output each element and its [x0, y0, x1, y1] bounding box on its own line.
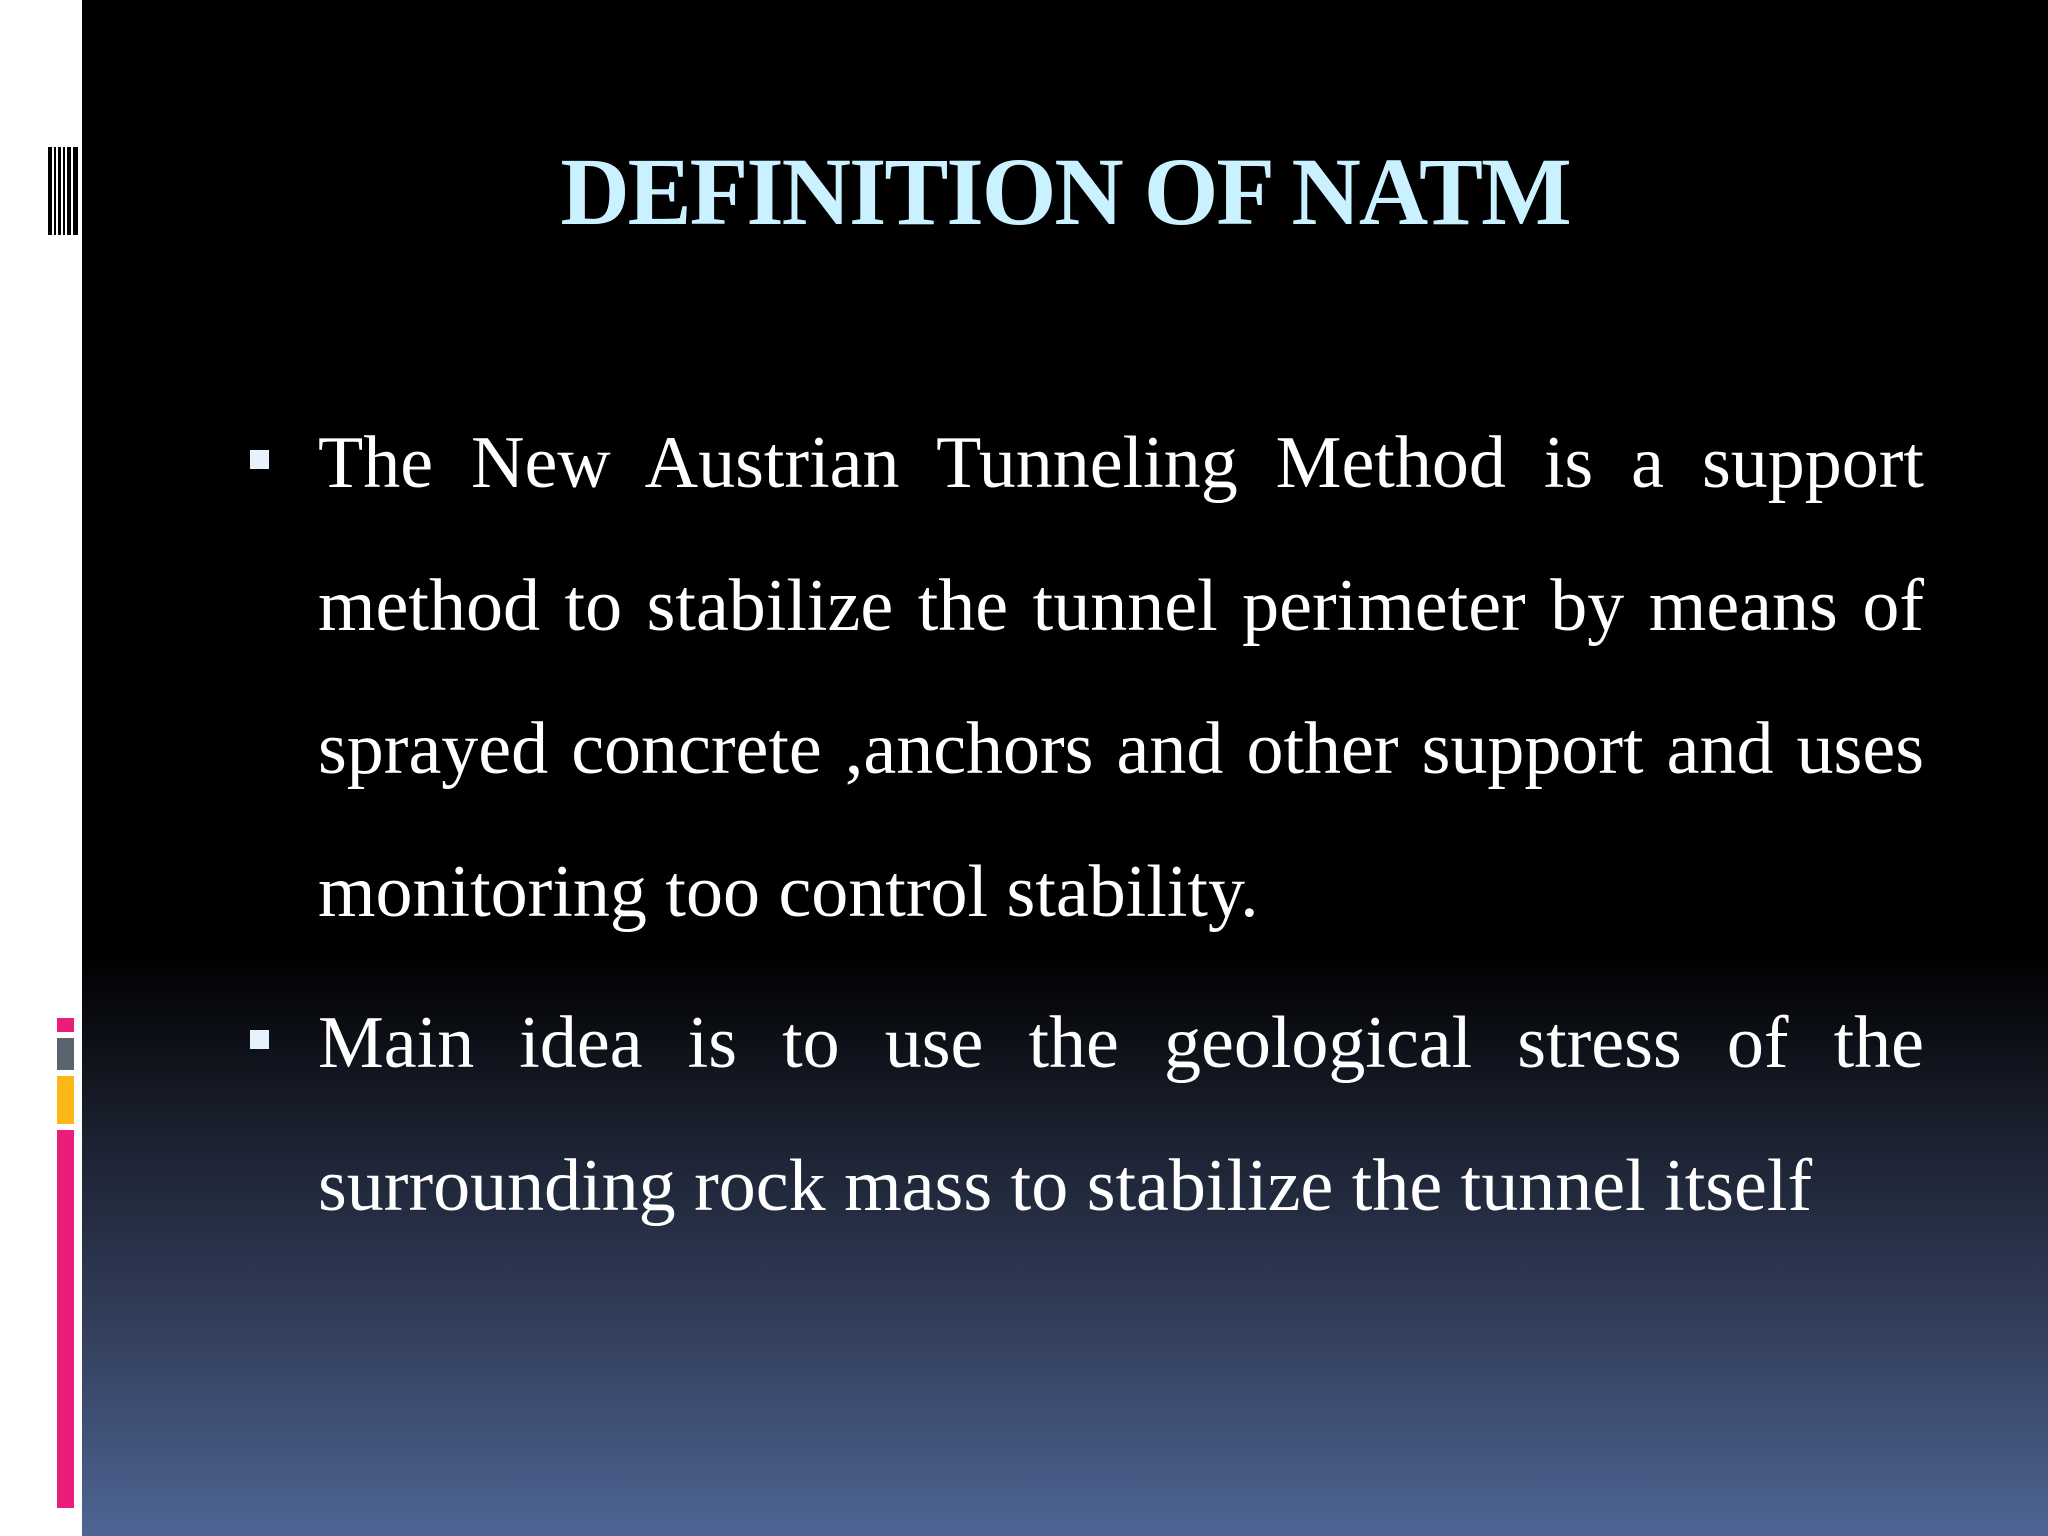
bullet-text: Main idea is to use the geological stress of the surrounding rock mass to stabilize the tunnel itself	[318, 1002, 1924, 1227]
accent-bar-gray	[57, 1038, 74, 1070]
accent-bar-pink-small	[57, 1018, 74, 1032]
square-bullet-icon	[250, 450, 269, 469]
bullet-list	[246, 392, 1924, 1266]
bullet-item	[246, 972, 1924, 1258]
slide-title: DEFINITION OF NATM	[560, 138, 1570, 245]
side-strip	[0, 0, 82, 1536]
accent-bar-orange	[57, 1076, 74, 1124]
square-bullet-icon	[250, 1030, 269, 1049]
accent-bar-pink	[57, 1130, 74, 1508]
barcode-icon	[48, 147, 78, 235]
bullet-item	[246, 392, 1924, 964]
bullet-text: The New Austrian Tunneling Method is a support method to stabilize the tunnel perimeter by means of sprayed concrete ,anchors and other support and uses monitoring too control stability.	[318, 422, 1924, 933]
